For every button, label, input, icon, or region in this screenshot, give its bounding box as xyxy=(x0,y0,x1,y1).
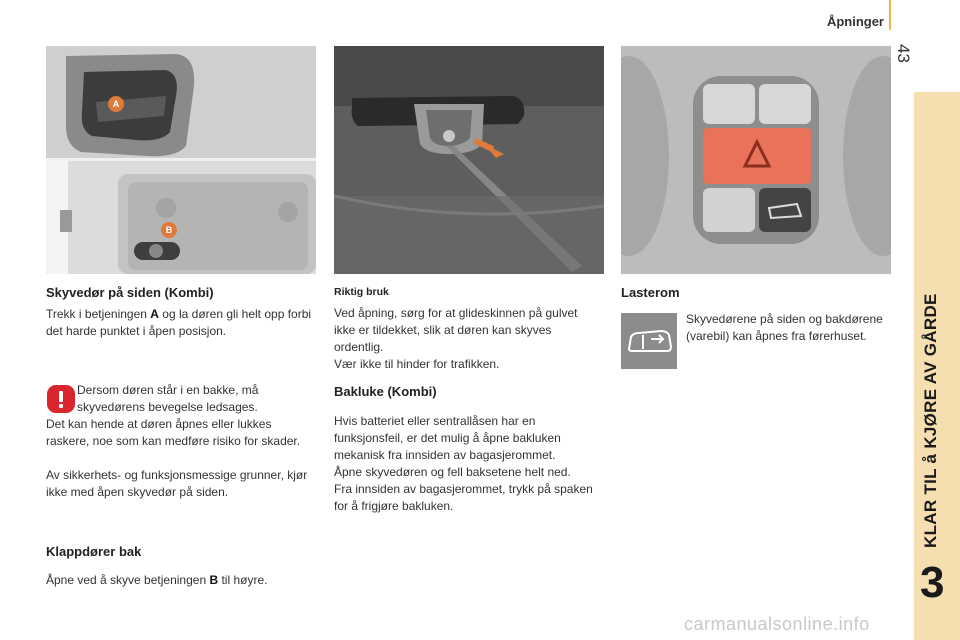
paragraph-tailgate-step1: Åpne skyvedøren og fell baksetene helt ned. xyxy=(334,465,571,479)
warning-text-line1: Dersom døren står i en bakke, må xyxy=(77,383,259,397)
dashboard-illustration xyxy=(621,46,891,274)
tailgate-illustration xyxy=(334,46,604,274)
page-number: 43 xyxy=(894,44,913,63)
paragraph-traffic: Vær ikke til hinder for trafikken. xyxy=(334,357,500,371)
van-icon xyxy=(621,313,677,369)
photo-tailgate-release xyxy=(334,46,604,274)
van-door-icon xyxy=(621,313,677,369)
heading-sliding-door: Skyvedør på siden (Kombi) xyxy=(46,285,214,300)
header-divider xyxy=(889,0,891,30)
marker-b: B xyxy=(161,222,177,238)
warning-text-line2: skyvedørens bevegelse ledsages. xyxy=(77,400,258,414)
photo-sliding-door xyxy=(46,46,316,274)
warning-icon xyxy=(46,384,76,414)
subheading-correct-use: Riktig bruk xyxy=(334,286,389,298)
warning-text-advice: Av sikkerhets- og funksjonsmessige grunner, kjør ikke med åpen skyvedør på siden. xyxy=(46,468,308,499)
paragraph-cargo: Skyvedørene på siden og bakdørene (varebil) kan åpnes fra førerhuset. xyxy=(686,312,883,343)
paragraph-correct-use: Ved åpning, sørg for at glideskinnen på gulvet ikke er tildekket, slik at døren kan skyves ordentlig. xyxy=(334,306,578,354)
door-illustration xyxy=(46,46,316,274)
warning-text-body: Det kan hende at døren åpnes eller lukkes raskere, noe som kan medføre risiko for skader. xyxy=(46,417,301,448)
heading-cargo: Lasterom xyxy=(621,285,680,300)
photo-dashboard-switch xyxy=(621,46,891,274)
section-title: Åpninger xyxy=(826,14,884,29)
marker-a: A xyxy=(108,96,124,112)
paragraph-rear-doors: Åpne ved å skyve betjeningen B til høyre. xyxy=(46,573,268,587)
heading-rear-doors: Klappdører bak xyxy=(46,544,142,559)
heading-tailgate: Bakluke (Kombi) xyxy=(334,384,437,399)
watermark: carmanualsonline.info xyxy=(684,614,870,634)
paragraph-sliding-door: Trekk i betjeningen A og la døren gli helt opp forbi det harde punktet i åpen posisjon. xyxy=(46,307,312,338)
paragraph-tailgate-step2: Fra innsiden av bagasjerommet, trykk på spaken for å frigjøre bakluken. xyxy=(334,482,593,513)
chapter-label: KLAR TIL å KJØRE AV GÅRDE xyxy=(921,293,940,548)
chapter-number: 3 xyxy=(920,558,945,607)
paragraph-tailgate: Hvis batteriet eller sentrallåsen har en funksjonsfeil, er det mulig å åpne bakluken mekanisk fra innsiden av bagasjerommet. xyxy=(334,414,561,462)
